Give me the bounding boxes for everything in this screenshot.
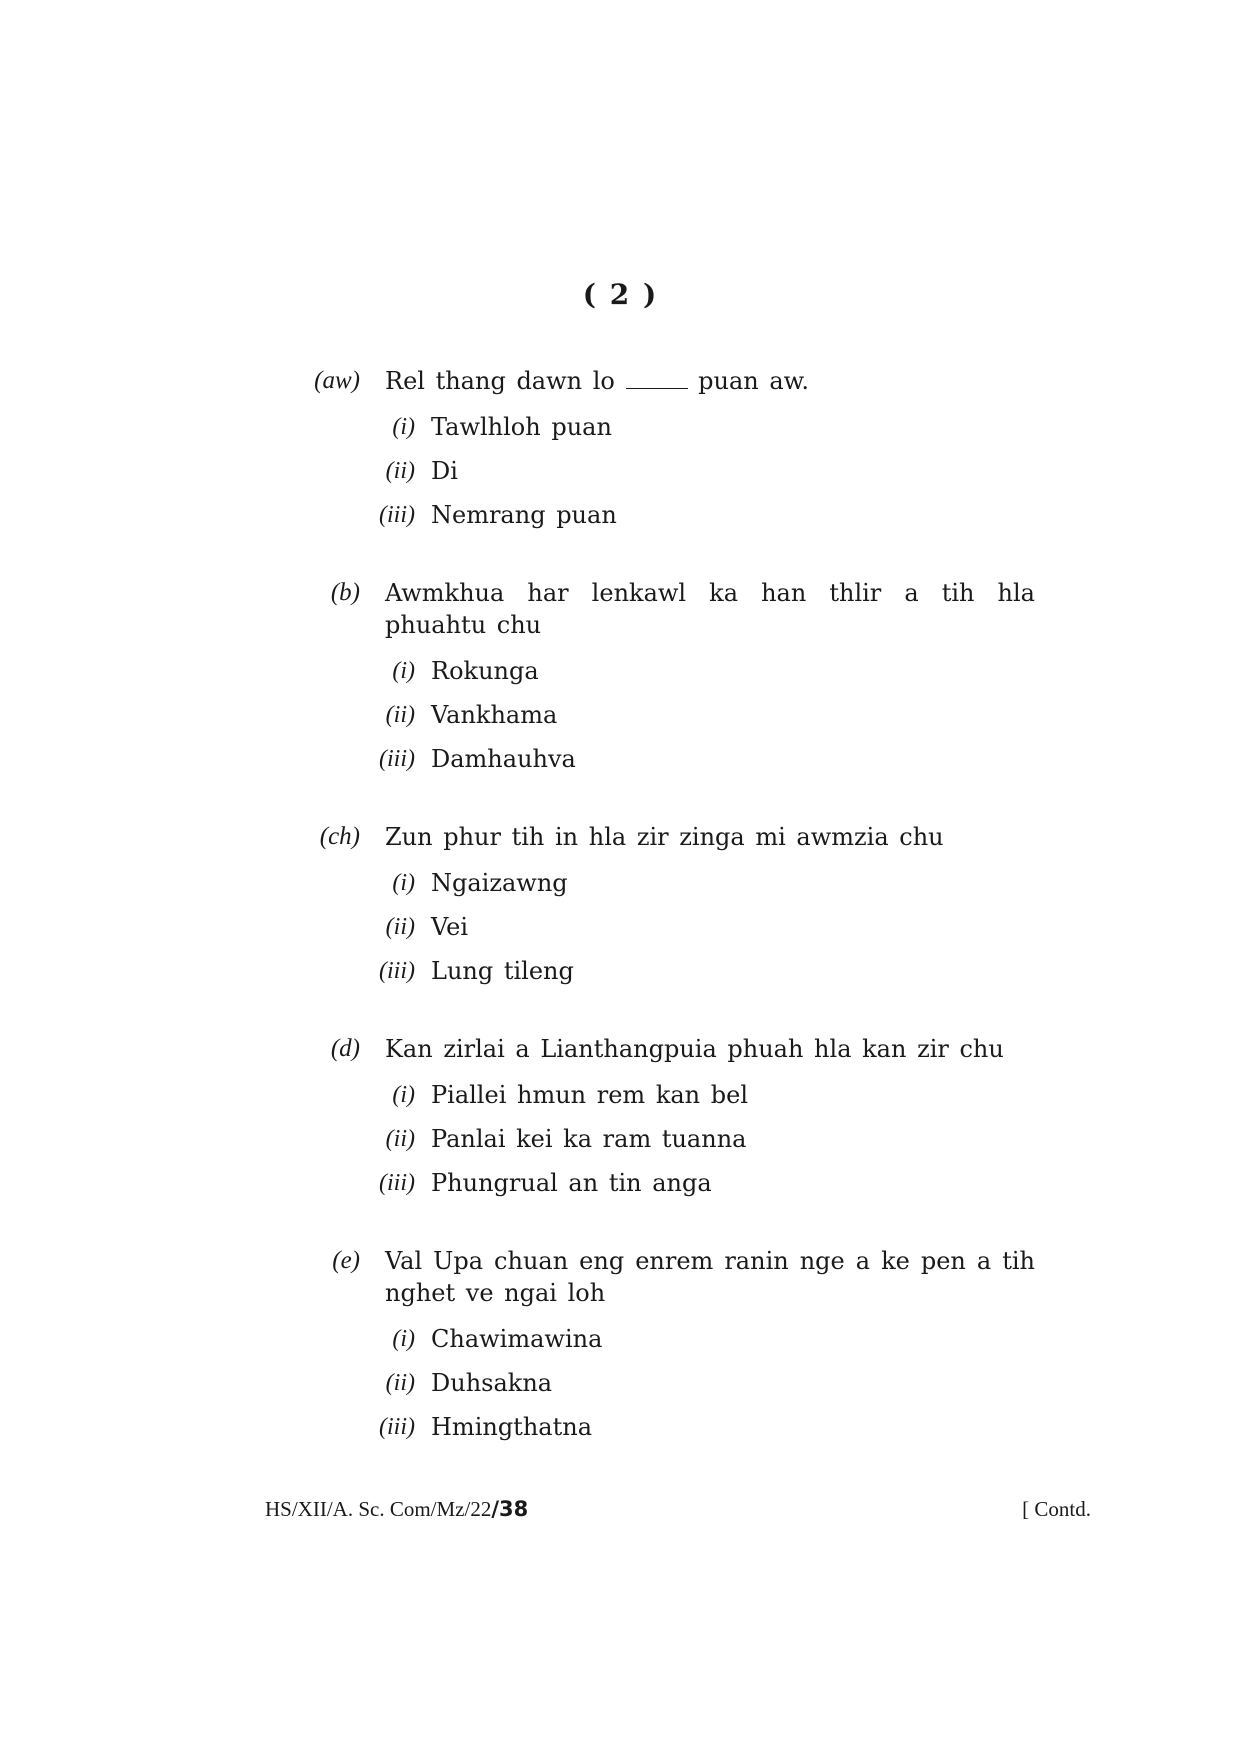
option-item bbox=[0, 737, 1241, 781]
paper-code-prefix: HS/XII/A. Sc. Com/Mz/22 bbox=[265, 1497, 492, 1521]
option-text: Piallei hmun rem kan bel bbox=[431, 1081, 748, 1109]
option-item bbox=[0, 1117, 1241, 1161]
option-text: Tawlhloh puan bbox=[431, 413, 612, 441]
question-text-before-blank: Rel thang dawn lo bbox=[385, 367, 615, 395]
paper-code bbox=[265, 1497, 528, 1522]
question-text: Val Upa chuan eng enrem ranin nge a ke pen a tih nghet ve ngai loh bbox=[385, 1247, 1035, 1307]
question-text: Awmkhua har lenkawl ka han thlir a tih hla phuahtu chu bbox=[385, 579, 1035, 639]
question-aw bbox=[0, 365, 1241, 537]
fill-in-blank bbox=[626, 368, 688, 389]
option-text: Hmingthatna bbox=[431, 1413, 593, 1441]
question-label: (ch) bbox=[319, 823, 360, 850]
option-list bbox=[0, 1073, 1241, 1205]
option-label: (ii) bbox=[385, 458, 415, 484]
option-item bbox=[0, 649, 1241, 693]
question-e bbox=[0, 1245, 1241, 1449]
question-label: (e) bbox=[332, 1247, 360, 1274]
option-text: Panlai kei ka ram tuanna bbox=[431, 1125, 747, 1153]
option-item bbox=[0, 1405, 1241, 1449]
option-item bbox=[0, 693, 1241, 737]
option-item bbox=[0, 861, 1241, 905]
option-list bbox=[0, 649, 1241, 781]
question-text: Zun phur tih in hla zir zinga mi awmzia chu bbox=[385, 823, 944, 851]
question-d bbox=[0, 1033, 1241, 1205]
option-item bbox=[0, 949, 1241, 993]
page-number: ( 2 ) bbox=[582, 278, 659, 311]
option-label: (i) bbox=[392, 414, 415, 440]
option-list bbox=[0, 1317, 1241, 1449]
question-ch bbox=[0, 821, 1241, 993]
option-text: Chawimawina bbox=[431, 1325, 603, 1353]
option-list bbox=[0, 861, 1241, 993]
option-label: (ii) bbox=[385, 1370, 415, 1396]
option-item bbox=[0, 1161, 1241, 1205]
question-text-after-blank: puan aw. bbox=[698, 367, 810, 395]
option-text: Rokunga bbox=[431, 657, 539, 685]
question-text: Kan zirlai a Lianthangpuia phuah hla kan zir chu bbox=[385, 1035, 1004, 1063]
option-list bbox=[0, 405, 1241, 537]
question-b bbox=[0, 577, 1241, 781]
option-text: Ngaizawng bbox=[431, 869, 568, 897]
option-text: Vei bbox=[431, 913, 469, 941]
question-label: (aw) bbox=[314, 367, 360, 394]
option-label: (i) bbox=[392, 1082, 415, 1108]
option-label: (iii) bbox=[379, 1414, 415, 1440]
option-item bbox=[0, 905, 1241, 949]
question-text bbox=[385, 365, 1035, 397]
option-label: (iii) bbox=[379, 1170, 415, 1196]
question-label: (b) bbox=[330, 579, 360, 606]
option-text: Nemrang puan bbox=[431, 501, 617, 529]
option-label: (ii) bbox=[385, 914, 415, 940]
option-item bbox=[0, 1361, 1241, 1405]
option-item bbox=[0, 1317, 1241, 1361]
question-label: (d) bbox=[330, 1035, 360, 1062]
option-item bbox=[0, 493, 1241, 537]
option-text: Di bbox=[431, 457, 458, 485]
option-label: (i) bbox=[392, 870, 415, 896]
option-label: (iii) bbox=[379, 958, 415, 984]
option-item bbox=[0, 1073, 1241, 1117]
option-label: (i) bbox=[392, 658, 415, 684]
option-label: (ii) bbox=[385, 1126, 415, 1152]
option-text: Duhsakna bbox=[431, 1369, 553, 1397]
option-text: Vankhama bbox=[431, 701, 558, 729]
question-list bbox=[0, 365, 1241, 1489]
option-item bbox=[0, 405, 1241, 449]
option-text: Phungrual an tin anga bbox=[431, 1169, 712, 1197]
option-text: Damhauhva bbox=[431, 745, 576, 773]
option-label: (i) bbox=[392, 1326, 415, 1352]
option-label: (ii) bbox=[385, 702, 415, 728]
continued-note: [ Contd. bbox=[1022, 1497, 1091, 1521]
option-text: Lung tileng bbox=[431, 957, 574, 985]
option-label: (iii) bbox=[379, 746, 415, 772]
paper-code-suffix: /38 bbox=[491, 1497, 529, 1521]
option-label: (iii) bbox=[379, 502, 415, 528]
option-item bbox=[0, 449, 1241, 493]
